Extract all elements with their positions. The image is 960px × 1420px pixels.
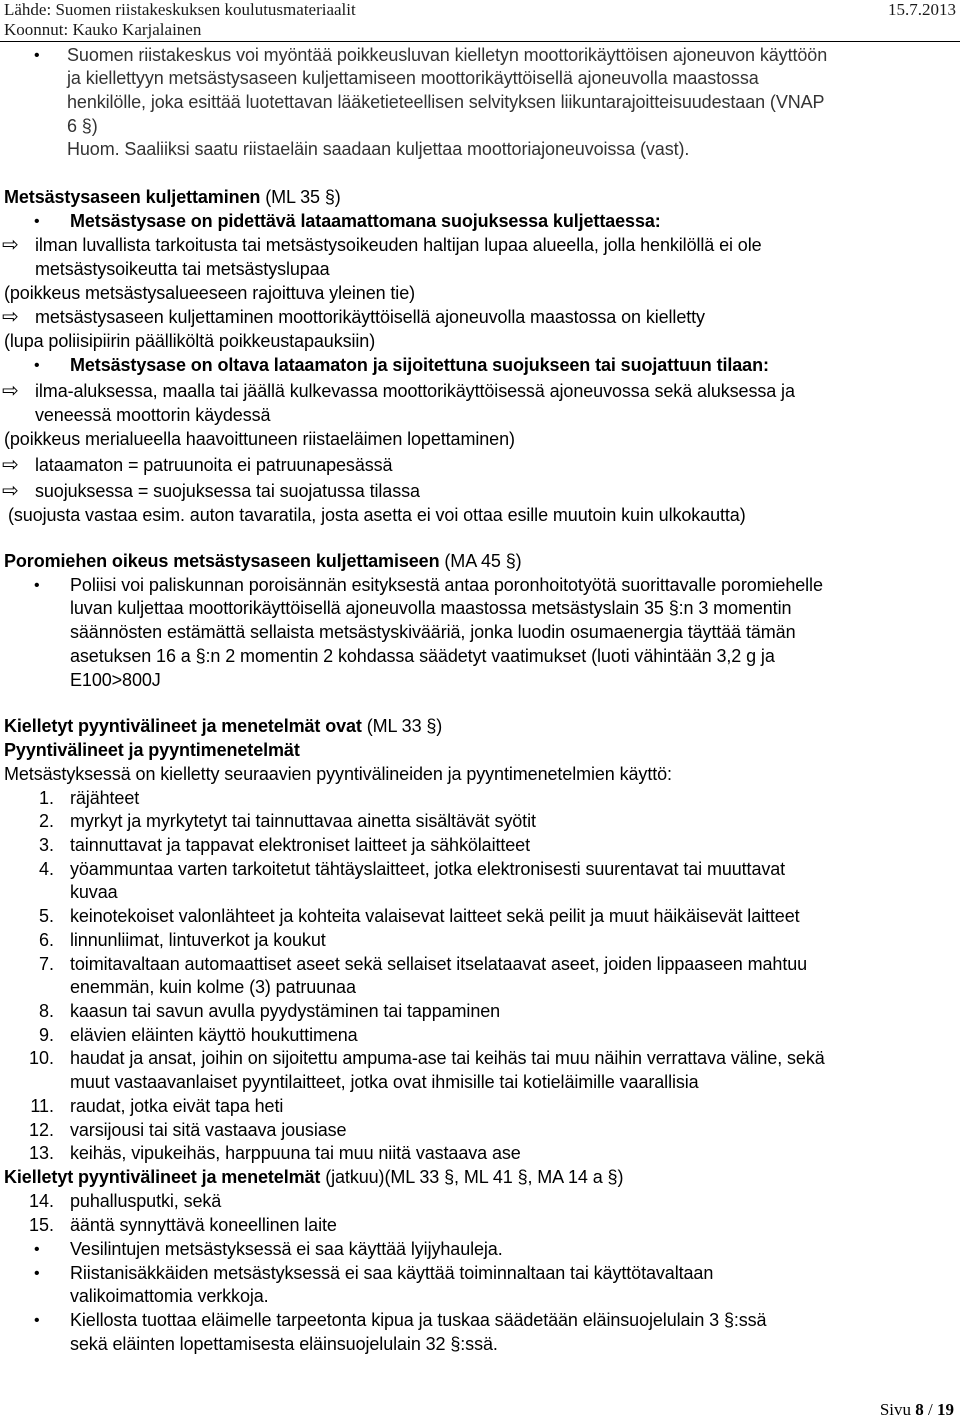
bullet-item: Vesilintujen metsästyksessä ei saa käyttää lyijyhauleja. (70, 1239, 503, 1259)
list-item: linnunliimat, lintuverkot ja koukut (70, 930, 326, 950)
list-item: keinotekoiset valonlähteet ja kohteita valaisevat laitteet sekä peilit ja muut häikäisevät laitteet (70, 906, 800, 926)
list-item: kaasun tai savun avulla pyydystäminen tai tappaminen (70, 1001, 501, 1021)
rule-note: (poikkeus metsästysalueeseen rajoittuva yleinen tie) (4, 283, 416, 303)
herder-line: Poliisi voi paliskunnan poroisännän esityksestä antaa poronhoitotyötä suorittavalle poromiehelle (70, 575, 823, 595)
rule-note: (lupa poliisipiirin päälliköltä poikkeustapauksiin) (4, 331, 376, 351)
list-item: myrkyt ja myrkytetyt tai tainnuttavaa ainetta sisältävät syötit (70, 811, 536, 831)
rule-item: metsästysaseen kuljettaminen moottorikäyttöisellä ajoneuvolla maastossa on kielletty (35, 307, 705, 327)
item-number: 15. (28, 1215, 54, 1235)
list-item: räjähteet (70, 788, 140, 808)
bullet-item: Riistanisäkkäiden metsästyksessä ei saa käyttää toiminnaltaan tai käyttötavaltaan (70, 1263, 714, 1283)
section-heading: Metsästysaseen kuljettaminen (ML 35 §) (4, 187, 341, 207)
item-number: 4. (38, 859, 54, 879)
list-item: varsijousi tai sitä vastaava jousiase (70, 1120, 347, 1140)
item-number: 3. (38, 835, 54, 855)
list-item-cont: kuvaa (70, 882, 118, 902)
herder-line: luvan kuljettaa moottorikäyttöisellä ajoneuvolla maastossa metsästyslain 35 §:n 3 momentin (70, 598, 792, 618)
section-subheading: Pyyntivälineet ja pyyntimenetelmät (4, 740, 300, 760)
bullet-dot: • (34, 47, 40, 64)
rule-item: veneessä moottorin käydessä (35, 405, 271, 425)
section-heading: Kielletyt pyyntivälineet ja menetelmät ovat (ML 33 §) (4, 716, 443, 736)
bullet-dot: • (34, 213, 40, 230)
intro-line: Suomen riistakeskus voi myöntää poikkeusluvan kielletyn moottorikäyttöisen ajoneuvon käyttöön (67, 45, 828, 65)
item-number: 5. (38, 906, 54, 926)
arrow-icon: ⇨ (2, 306, 19, 328)
bullet-dot: • (34, 1312, 40, 1329)
bullet-dot: • (34, 577, 40, 594)
bullet-dot: • (34, 1265, 40, 1282)
bullet-item-cont: valikoimattomia verkkoja. (70, 1286, 269, 1306)
item-number: 11. (30, 1096, 54, 1116)
list-item: ääntä synnyttävä koneellinen laite (70, 1215, 337, 1235)
list-item: yöammuntaa varten tarkoitetut tähtäyslaitteet, jotka elektronisesti suurentavat tai muuttavat (70, 859, 786, 879)
item-number: 12. (28, 1120, 54, 1140)
page-number: Sivu 8 / 19 (879, 1400, 954, 1419)
list-item: toimitavaltaan automaattiset aseet sekä sellaiset itselataavat aseet, joiden lippaaseen mahtuu (70, 954, 808, 974)
list-item: haudat ja ansat, joihin on sijoitettu ampuma-ase tai keihäs tai muu näihin verrattava väline, sekä (70, 1048, 825, 1068)
herder-line: E100>800J (70, 670, 161, 690)
rule-item: ilman luvallista tarkoitusta tai metsästysoikeuden haltijan lupaa alueella, jolla henkilöllä ei ole (35, 235, 762, 255)
item-number: 13. (28, 1143, 54, 1163)
bullet-dot: • (34, 1241, 40, 1258)
list-item: keihäs, vipukeihäs, harppuuna tai muu niitä vastaava ase (70, 1143, 521, 1163)
header-divider (0, 41, 960, 42)
list-item: puhallusputki, sekä (70, 1191, 222, 1211)
arrow-icon: ⇨ (2, 234, 19, 256)
item-number: 7. (38, 954, 54, 974)
list-item: tainnuttavat ja tappavat elektroniset laitteet ja sähkölaitteet (70, 835, 530, 855)
list-item: elävien eläinten käyttö houkuttimena (70, 1025, 358, 1045)
page-header (4, 0, 956, 40)
herder-line: säännösten estämättä sellaista metsästyskivääriä, jonka luodin osumaenergia täyttää tämän (70, 622, 796, 642)
section-heading: Poromiehen oikeus metsästysaseen kuljettamiseen (MA 45 §) (4, 551, 522, 571)
item-number: 1. (38, 788, 54, 808)
section-intro: Metsästyksessä on kielletty seuraavien pyyntivälineiden ja pyyntimenetelmien käyttö: (4, 764, 672, 784)
rule-heading: Metsästysase on pidettävä lataamattomana suojuksessa kuljettaessa: (70, 211, 661, 231)
header-compiler: Koonnut: Kauko Karjalainen (4, 20, 202, 39)
intro-line: ja kiellettyyn metsästysaseen kuljettamiseen moottorikäyttöisellä ajoneuvolla maastossa (67, 68, 759, 88)
bullet-item: Kiellosta tuottaa eläimelle tarpeetonta kipua ja tuskaa säädetään eläinsuojelulain 3 §:ssä (70, 1310, 767, 1330)
arrow-icon: ⇨ (2, 380, 19, 402)
arrow-icon: ⇨ (2, 480, 19, 502)
rule-note: (suojusta vastaa esim. auton tavaratila, josta asetta ei voi ottaa esille muutoin kuin ulkokautta) (8, 505, 746, 525)
intro-line: 6 §) (67, 116, 98, 136)
item-number: 6. (38, 930, 54, 950)
rule-item: ilma-aluksessa, maalla tai jäällä kulkevassa moottorikäyttöisessä ajoneuvossa sekä aluksessa ja (35, 381, 795, 401)
rule-item: metsästysoikeutta tai metsästyslupaa (35, 259, 330, 279)
list-item: raudat, jotka eivät tapa heti (70, 1096, 284, 1116)
section-heading: Kielletyt pyyntivälineet ja menetelmät (jatkuu)(ML 33 §, ML 41 §, MA 14 a §) (4, 1167, 624, 1187)
rule-note: (poikkeus merialueella haavoittuneen riistaeläimen lopettaminen) (4, 429, 515, 449)
rule-heading: Metsästysase on oltava lataamaton ja sijoitettuna suojukseen tai suojattuun tilaan: (70, 355, 769, 375)
item-number: 14. (28, 1191, 54, 1211)
rule-item: lataamaton = patruunoita ei patruunapesässä (35, 455, 393, 475)
list-item-cont: muut vastaavanlaiset pyyntilaitteet, jotka ovat ihmisille tai kotieläimille vaarallisia (70, 1072, 699, 1092)
rule-item: suojuksessa = suojuksessa tai suojatussa tilassa (35, 481, 420, 501)
item-number: 8. (38, 1001, 54, 1021)
item-number: 2. (38, 811, 54, 831)
intro-line: henkilölle, joka esittää luotettavan lääketieteellisen selvityksen liikuntarajoitteisuudestaan (VNAP (67, 92, 825, 112)
list-item-cont: enemmän, kuin kolme (3) patruunaa (70, 977, 356, 997)
item-number: 9. (38, 1025, 54, 1045)
header-date: 15.7.2013 (888, 0, 956, 19)
herder-line: asetuksen 16 a §:n 2 momentin 2 kohdassa säädetyt vaatimukset (luoti vähintään 3,2 g ja (70, 646, 775, 666)
bullet-dot: • (34, 357, 40, 374)
intro-note: Huom. Saaliiksi saatu riistaeläin saadaan kuljettaa moottoriajoneuvoissa (vast). (67, 139, 690, 159)
bullet-item-cont: sekä eläinten lopettamisesta eläinsuojelulain 32 §:ssä. (70, 1334, 498, 1354)
arrow-icon: ⇨ (2, 454, 19, 476)
item-number: 10. (28, 1048, 54, 1068)
header-source: Lähde: Suomen riistakeskuksen koulutusmateriaalit (4, 0, 356, 19)
